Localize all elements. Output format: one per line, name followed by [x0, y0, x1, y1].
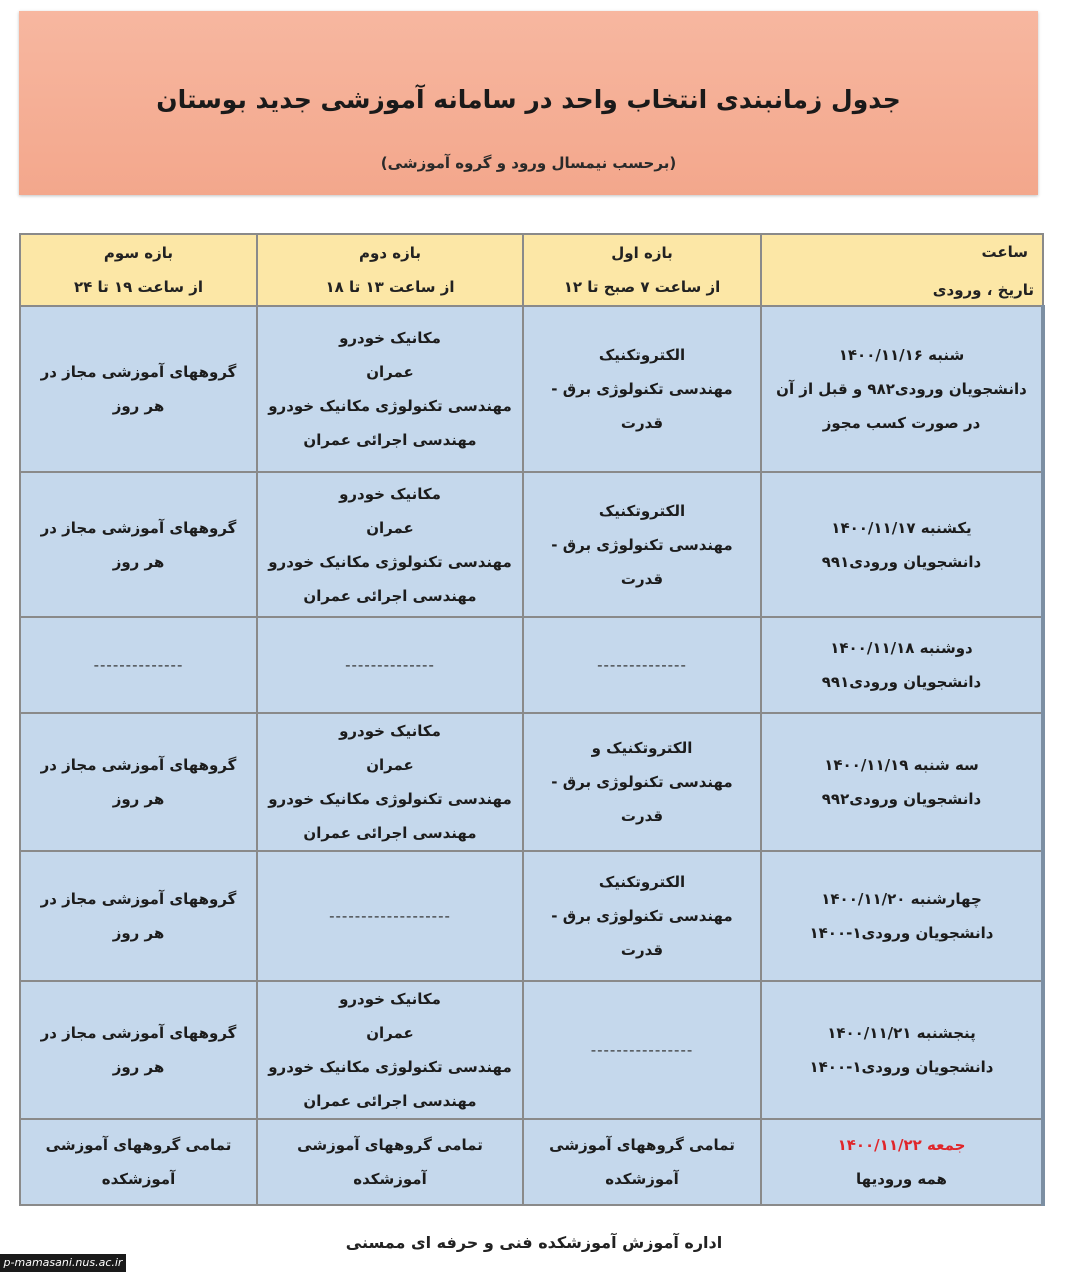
cell-text-line: الکتروتکنیک و: [591, 739, 693, 757]
cell-period-2: [257, 617, 523, 713]
table-row: [20, 1119, 1043, 1205]
cell-text-line: گروههای آموزشی مجاز در: [40, 890, 237, 908]
cell-text-line: مهندسی تکنولوژی مکانیک خودرو: [268, 397, 512, 415]
corner-time-label: ساعت: [981, 243, 1028, 261]
cell-period-3: [20, 1119, 257, 1205]
cell-period-1: [523, 1119, 761, 1205]
cell-text-line: الکتروتکنیک: [598, 873, 686, 891]
table-header-row: [20, 234, 1043, 306]
cell-period-3: [20, 472, 257, 617]
cell-text-line: تمامی گروههای آموزشی: [297, 1136, 483, 1154]
cell-text-line: هر روز: [112, 790, 165, 808]
cell-text-line: قدرت: [620, 941, 664, 959]
cell-period-3: [20, 306, 257, 472]
cell-text-line: مهندسی تکنولوژی برق -: [551, 907, 733, 925]
table-row: [20, 306, 1043, 472]
cell-text-line: هر روز: [112, 552, 165, 571]
cell-text-line: مهندسی تکنولوژی مکانیک خودرو: [268, 552, 512, 571]
corner-header: [761, 234, 1043, 306]
cell-text-line: آموزشکده: [101, 1170, 176, 1188]
cell-text-line: مکانیک خودرو: [339, 484, 441, 503]
cell-text-line: مهندسی اجرائی عمران: [303, 824, 477, 842]
cell-text-line: گروههای آموزشی مجاز در: [40, 1024, 237, 1042]
cell-text-line: آموزشکده: [353, 1170, 427, 1188]
cell-period-1: [523, 306, 761, 472]
cell-text-line: هر روز: [112, 397, 165, 415]
cell-text-line: پنجشنبه ۱۴۰۰/۱۱/۲۱: [827, 1024, 976, 1042]
cell-text-line: مهندسی اجرائی عمران: [303, 431, 477, 449]
cell-text-line: دانشجویان ورودی۹۹۱: [821, 552, 982, 571]
cell-day: [761, 851, 1043, 981]
cell-text-line: مکانیک خودرو: [339, 329, 441, 347]
period-1-header: [523, 234, 761, 306]
cell-text-line: هر روز: [112, 924, 165, 942]
cell-text-line: --------------: [345, 656, 435, 674]
cell-text-line: مهندسی تکنولوژی مکانیک خودرو: [268, 790, 512, 808]
cell-day: [761, 306, 1043, 472]
cell-text-line: --------------: [93, 656, 184, 674]
cell-text-line: تمامی گروههای آموزشی: [45, 1136, 232, 1154]
cell-text-line: همه ورودیها: [856, 1170, 947, 1188]
table-row: [20, 617, 1043, 713]
cell-text-line: تمامی گروههای آموزشی: [549, 1136, 735, 1154]
cell-text-line: دانشجویان ورودی۹۹۲: [821, 790, 982, 808]
cell-text-line: چهارشنبه ۱۴۰۰/۱۱/۲۰: [821, 890, 982, 908]
cell-text-line: عمران: [366, 756, 414, 774]
cell-text-line: مهندسی تکنولوژی برق -: [551, 773, 733, 791]
cell-text-line: گروههای آموزشی مجاز در: [40, 756, 237, 774]
cell-text-line: عمران: [366, 363, 414, 381]
cell-text-line: -------------------: [329, 907, 451, 925]
period-2-header: [257, 234, 523, 306]
cell-text-line: الکتروتکنیک: [598, 346, 686, 364]
cell-period-2: [257, 472, 523, 617]
cell-text-line: مهندسی اجرائی عمران: [303, 1092, 477, 1110]
cell-text-line: از ساعت ۷ صبح تا ۱۲: [563, 278, 721, 296]
title-banner: [19, 11, 1038, 195]
cell-text-line: از ساعت ۱۳ تا ۱۸: [325, 278, 455, 296]
table-row: [20, 981, 1043, 1119]
cell-day: [761, 713, 1043, 851]
cell-text-line: عمران: [366, 518, 414, 537]
website-url[interactable]: p-mamasani.nus.ac.ir: [0, 1254, 126, 1272]
cell-text-line: مهندسی تکنولوژی مکانیک خودرو: [268, 1058, 512, 1076]
cell-text-line: الکتروتکنیک: [598, 501, 686, 520]
cell-text-line: گروههای آموزشی مجاز در: [40, 363, 237, 381]
page-title: جدول زمانبندی انتخاب واحد در سامانه آموزشی جدید بوستان: [156, 85, 901, 114]
cell-text-line: مهندسی اجرائی عمران: [303, 586, 477, 605]
cell-text-line: قدرت: [620, 414, 664, 432]
cell-period-2: [257, 306, 523, 472]
cell-period-1: [523, 472, 761, 617]
cell-text-line: بازه اول: [611, 244, 673, 262]
footer-office-name: اداره آموزش آموزشکده فنی و حرفه ای ممسنی: [345, 1233, 723, 1252]
cell-day: [761, 981, 1043, 1119]
cell-text-line: ----------------: [590, 1041, 694, 1059]
cell-text-line: بازه سوم: [103, 244, 174, 262]
cell-period-2: [257, 1119, 523, 1205]
cell-period-3: [20, 617, 257, 713]
cell-period-1: [523, 851, 761, 981]
cell-period-1: [523, 617, 761, 713]
cell-text-line: گروههای آموزشی مجاز در: [40, 518, 237, 537]
cell-text-line: دانشجویان ورودی۱-۱۴۰۰: [809, 1058, 994, 1076]
cell-period-3: [20, 713, 257, 851]
table-row: [20, 851, 1043, 981]
schedule-table: [19, 233, 1045, 1206]
cell-text-line: دانشجویان ورودی۹۹۱: [821, 673, 982, 691]
cell-day: [761, 1119, 1043, 1205]
cell-period-1: [523, 713, 761, 851]
cell-text-line: دوشنبه ۱۴۰۰/۱۱/۱۸: [830, 639, 973, 657]
cell-text-line: در صورت کسب مجوز: [822, 414, 981, 432]
corner-date-label: تاریخ ، ورودی: [932, 281, 1034, 299]
cell-text-line: بازه دوم: [359, 244, 421, 262]
cell-day: [761, 472, 1043, 617]
cell-text-line: هر روز: [112, 1058, 165, 1076]
cell-text-line: سه شنبه ۱۴۰۰/۱۱/۱۹: [824, 756, 979, 774]
cell-text-line: قدرت: [620, 569, 664, 588]
cell-text-line: --------------: [597, 656, 687, 674]
table-row: [20, 713, 1043, 851]
cell-text-line: مکانیک خودرو: [339, 722, 441, 740]
cell-text-line: عمران: [366, 1024, 414, 1042]
cell-period-2: [257, 713, 523, 851]
cell-period-1: [523, 981, 761, 1119]
cell-text-line: دانشجویان ورودی۹۸۲ و قبل از آن: [776, 380, 1027, 398]
friday-label: جمعه: [927, 1136, 966, 1154]
cell-text-line: مکانیک خودرو: [339, 990, 441, 1008]
cell-text-line: از ساعت ۱۹ تا ۲۴: [73, 278, 204, 296]
cell-text-line: دانشجویان ورودی۱-۱۴۰۰: [809, 924, 994, 942]
page-subtitle: (برحسب نیمسال ورود و گروه آموزشی): [380, 154, 677, 172]
period-3-header: [20, 234, 257, 306]
cell-day: [761, 617, 1043, 713]
table-row: [20, 472, 1043, 617]
cell-period-2: [257, 981, 523, 1119]
cell-period-2: [257, 851, 523, 981]
friday-date: ۱۴۰۰/۱۱/۲۲: [837, 1136, 922, 1154]
cell-text-line: آموزشکده: [605, 1170, 679, 1188]
cell-text-line: مهندسی تکنولوژی برق -: [551, 535, 733, 554]
cell-text-line: یکشنبه ۱۴۰۰/۱۱/۱۷: [831, 518, 972, 537]
cell-period-3: [20, 851, 257, 981]
cell-text-line: مهندسی تکنولوژی برق -: [551, 380, 733, 398]
cell-period-3: [20, 981, 257, 1119]
cell-text-line: شنبه ۱۴۰۰/۱۱/۱۶: [838, 346, 965, 364]
cell-text-line: قدرت: [620, 807, 664, 825]
